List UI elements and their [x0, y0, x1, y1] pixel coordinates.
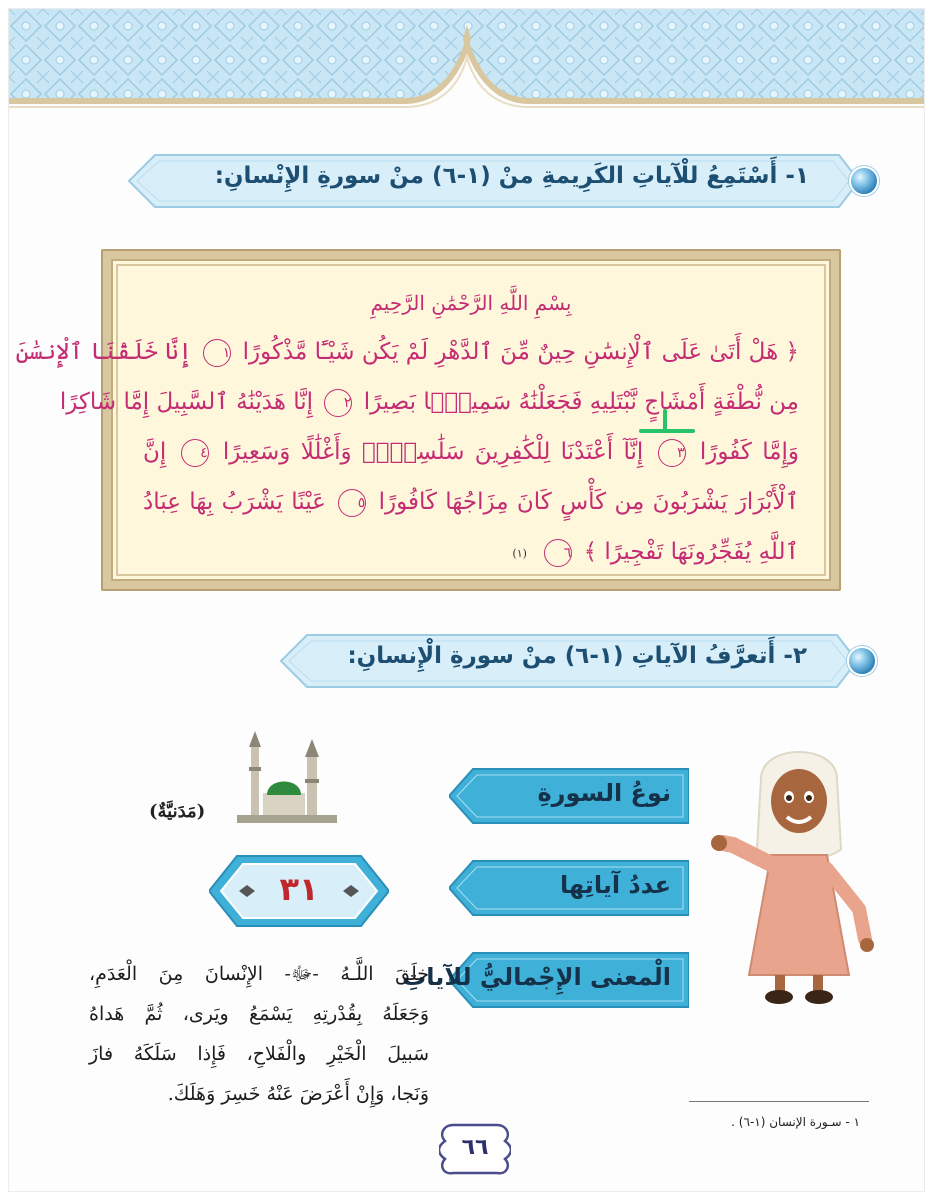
ayah-number-6: ٦ [544, 539, 572, 567]
ayah-text: عَيْنًا يَشْرَبُ بِهَا عِبَادُ [143, 489, 326, 515]
footnote-reference: (١) [512, 546, 527, 560]
surah-type-value: (مَدَنيَّةٌ) [149, 801, 206, 822]
ayah-count-value: ٣١ [279, 870, 319, 908]
quran-line-1 [15, 339, 799, 367]
general-meaning-paragraph [89, 954, 429, 1114]
meaning-line: وَجَعَلَهُ بِقُدْرتِهِ يَسْمَعُ ويَرى، ثُمَّ هَداهُ [89, 1003, 429, 1025]
footnote-text: ١ - سـورة الإنسان (١-٦) . [731, 1115, 860, 1129]
ayah-text: إِنَّا هَدَيْنَٰهُ ٱلسَّبِيلَ إِمَّا شَاكِرًا [59, 389, 314, 415]
ayah-number-5: ٥ [338, 489, 366, 517]
meaning-line: خلَقَ اللَّـهُ -ﷻ- الإِنْسانَ مِنَ الْعَدَمِ، [89, 963, 429, 985]
bullet-icon [847, 646, 877, 676]
ayah-text: إِنَّ [143, 439, 167, 465]
ayah-text: ﴿ هَلْ أَتَىٰ عَلَى ٱلْإِنسَٰنِ حِينٌ مِّنَ ٱلدَّهْرِ لَمْ يَكُن شَيْـًٔا مَّذْكُورًا [242, 339, 799, 365]
section-2-header [267, 629, 867, 693]
quran-line-3 [143, 439, 799, 467]
quran-line-2 [59, 389, 799, 417]
ayah-number-1: ١ [203, 339, 231, 367]
ayah-number-2: ٢ [324, 389, 352, 417]
ayah-text: ٱللَّهِ يُفَجِّرُونَهَا تَفْجِيرًا ﴾ [583, 539, 799, 565]
tab-ayah-count [449, 857, 689, 919]
ayah-text: ٱلْأَبْرَارَ يَشْرَبُونَ مِن كَأْسٍ كَانَ مِزَاجُهَا كَافُورًا [378, 489, 800, 515]
section-1-header [109, 149, 869, 213]
quran-line-5 [143, 539, 799, 567]
page-number-badge [439, 1121, 511, 1177]
section-2-title: ٢- أَتعرَّفُ الآياتِ (١-٦) منْ سورةِ الْإِنسانِ: [347, 643, 807, 669]
tab-general-meaning [402, 949, 689, 1011]
mosque-illustration [237, 727, 337, 827]
basmala: بِسْمِ اللَّهِ الرَّحْمَٰنِ الرَّحِيمِ [370, 291, 572, 315]
quran-line-4 [143, 489, 799, 517]
page-number: ٦٦ [461, 1135, 489, 1160]
ayah-text: إِنَّا خَلَقْنَا ٱلْإِنسَٰنَ [15, 339, 192, 365]
ayah-count-badge [209, 854, 389, 928]
bullet-icon [849, 166, 879, 196]
textbook-page [8, 8, 925, 1192]
ayah-text: مِن نُّطْفَةٍ أَمْشَاجٍ نَّبْتَلِيهِ فَجَعَلْنَٰهُ سَمِيعًۢا بَصِيرًا [363, 389, 799, 415]
girl-character-illustration [709, 739, 889, 1009]
ayah-number-4: ٤ [181, 439, 209, 467]
tab-surah-type [449, 765, 689, 827]
ayah-text: إِنَّآ أَعْتَدْنَا لِلْكَٰفِرِينَ سَلَٰسِلَا۟ وَأَغْلَٰلًا وَسَعِيرًا [222, 439, 644, 465]
tab-label: نوعُ السورةِ [537, 779, 671, 807]
quran-frame [15, 249, 841, 591]
quran-panel [15, 259, 831, 581]
ayah-text: وَإِمَّا كَفُورًا [699, 439, 800, 465]
footnote-divider [689, 1101, 869, 1102]
section-1-title: ١- أَسْتَمِعُ للْآياتِ الكَرِيمةِ منْ (١-٦) منْ سورةِ الإِنْسانِ: [214, 163, 809, 189]
decorative-banner [9, 9, 925, 109]
tab-label: الْمعنى الإِجْماليُّ للآياتِ [402, 963, 671, 991]
tab-label: عددُ آياتِها [559, 871, 671, 899]
green-annotation-mark [637, 407, 697, 437]
ayah-number-3: ٣ [658, 439, 686, 467]
meaning-line: سَبيلَ الْخَيْرِ والْفَلاحِ، فَإِذا سَلَكَهُ فازَ [89, 1043, 429, 1065]
meaning-line: وَنَجا، وَإِنْ أَعْرَضَ عَنْهُ خَسِرَ وَهَلَكَ. [167, 1083, 429, 1105]
